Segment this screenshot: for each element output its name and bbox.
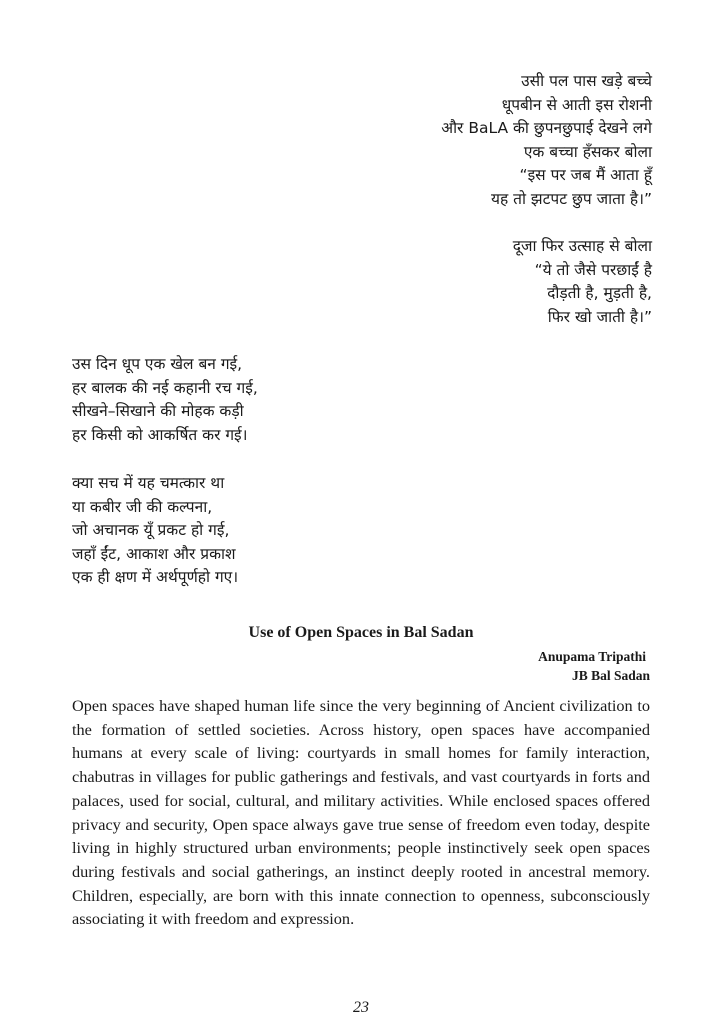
poem-line: हर किसी को आकर्षित कर गई। (72, 425, 248, 444)
poem-line: “इस पर जब मैं आता हूँ (519, 166, 652, 184)
poem-line: यह तो झटपट छुप जाता है।” (490, 189, 652, 208)
poem-line: उसी पल पास खड़े बच्चे (521, 72, 652, 90)
poem-line: हर बालक की नई कहानी रच गई, (72, 378, 258, 397)
poem-line: धूपबीन से आती इस रोशनी (501, 95, 652, 114)
poem-stanza-1 (441, 70, 652, 211)
article-organization: JB Bal Sadan (571, 668, 650, 683)
article-body: Open spaces have shaped human life since the very beginning of Ancient civilization to the formation of settled societies. Across history, open spaces have accompanied humans at every scale of living: courtyards in small homes for family interaction, chabutras in villages for public gatherings and festivals, and vast courtyards in forts and palaces, used for social, cultural, and military activities. While enclosed spaces offered privacy and security, Open space always gave true sense of freedom even today, despite living in highly structured urban environments; people instinctively seek open spaces during festivals and social gatherings, an instinct deeply rooted in ancestral memory. Children, especially, are born with this innate connection to openness, subconsciously associating it with freedom and expression. (72, 696, 650, 929)
poem-line: सीखने–सिखाने की मोहक कड़ी (72, 402, 244, 420)
article-author: Anupama Tripathi (538, 649, 646, 664)
poem-line: जहाँ ईंट, आकाश और प्रकाश (72, 544, 236, 563)
poem-stanza-3 (72, 353, 258, 447)
poem-line: “ये तो जैसे परछाईं है (534, 260, 652, 279)
article-title: Use of Open Spaces in Bal Sadan (248, 624, 474, 641)
poem-line: एक ही क्षण में अर्थपूर्णहो गए। (72, 568, 239, 586)
poem-line: उस दिन धूप एक खेल बन गई, (72, 355, 243, 373)
poem-line: और BaLA की छुपनछुपाई देखने लगे (441, 119, 652, 137)
page-number: 23 (353, 999, 369, 1016)
poem-line: जो अचानक यूँ प्रकट हो गई, (72, 521, 230, 539)
poem-line: क्या सच में यह चमत्कार था (72, 474, 225, 492)
poem-line: या कबीर जी की कल्पना, (72, 497, 213, 516)
poem-line: दौड़ती है, मुड़ती है, (547, 284, 652, 302)
poem-line: फिर खो जाती है।” (547, 307, 652, 326)
poem-stanza-4 (72, 472, 238, 590)
poem-line: एक बच्चा हँसकर बोला (523, 142, 652, 161)
poem-stanza-2 (513, 235, 652, 329)
poem-line: दूजा फिर उत्साह से बोला (512, 237, 652, 255)
